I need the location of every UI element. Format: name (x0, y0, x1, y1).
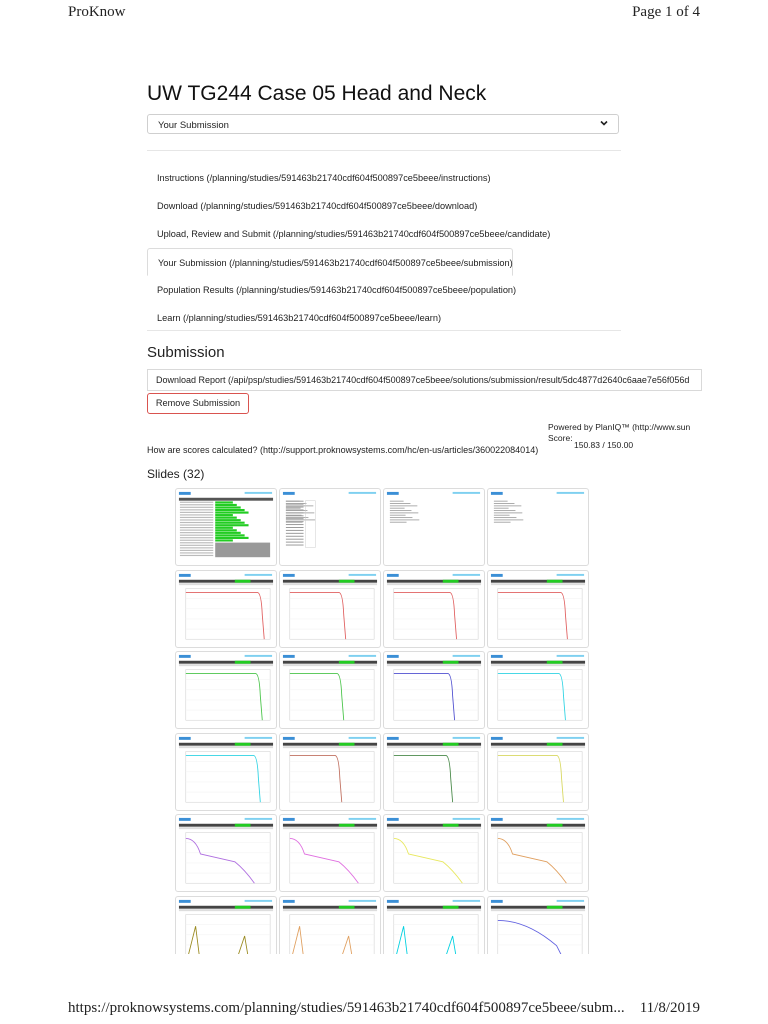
score-value: 150.83 / 150.00 (574, 440, 634, 450)
how-scores-calculated-link[interactable]: How are scores calculated? (http://support.proknowsystems.com/hc/en-us/articles/360022084014) (147, 445, 539, 455)
slide-preview-image (488, 815, 588, 891)
slide-thumbnail[interactable] (487, 488, 589, 566)
slide-preview-image (280, 489, 380, 565)
nav-divider-bottom (147, 330, 621, 331)
powered-by-link[interactable]: Powered by PlanIQ™ (http://www.sun (548, 422, 691, 432)
submission-heading: Submission (147, 344, 225, 361)
view-select-value: Your Submission (158, 120, 229, 131)
nav-item-population-results[interactable]: Population Results (/planning/studies/591463b21740cdf604f500897ce5beee/population) (157, 285, 517, 295)
slide-thumbnail[interactable] (487, 814, 589, 892)
nav-divider-top (147, 150, 621, 151)
slide-thumbnail[interactable] (279, 488, 381, 566)
slide-thumbnail[interactable] (175, 651, 277, 729)
print-footer-date: 11/8/2019 (639, 1000, 700, 1016)
slide-thumbnail[interactable] (175, 488, 277, 566)
slide-preview-image (176, 571, 276, 647)
study-nav (147, 164, 621, 332)
slide-preview-image (384, 489, 484, 565)
slide-thumbnail[interactable] (383, 651, 485, 729)
slide-thumbnail[interactable] (175, 733, 277, 811)
slide-preview-image (488, 734, 588, 810)
slide-thumbnail[interactable] (383, 570, 485, 648)
nav-item-download[interactable]: Download (/planning/studies/591463b21740cdf604f500897ce5beee/download) (157, 201, 478, 211)
slide-preview-image (384, 734, 484, 810)
slide-preview-image (176, 815, 276, 891)
slide-preview-image (384, 652, 484, 728)
slide-preview-image (384, 897, 484, 955)
remove-submission-button[interactable]: Remove Submission (147, 393, 249, 414)
slide-thumbnail[interactable] (279, 896, 381, 955)
print-header-page: Page 1 of 4 (632, 4, 700, 20)
slide-thumbnail[interactable] (487, 733, 589, 811)
slide-preview-image (488, 897, 588, 955)
slide-preview-image (280, 571, 380, 647)
slides-grid (175, 488, 593, 954)
slide-thumbnail[interactable] (383, 733, 485, 811)
slide-thumbnail[interactable] (175, 570, 277, 648)
slides-label: Slides (32) (147, 467, 205, 481)
slide-thumbnail[interactable] (175, 814, 277, 892)
slide-preview-image (384, 815, 484, 891)
slide-preview-image (176, 489, 276, 565)
print-header (0, 4, 768, 24)
nav-item-your-submission[interactable]: Your Submission (/planning/studies/591463b21740cdf604f500897ce5beee/submission) (147, 248, 513, 276)
slide-preview-image (280, 815, 380, 891)
print-header-left: ProKnow (68, 4, 126, 20)
slide-preview-image (280, 652, 380, 728)
slide-preview-image (488, 652, 588, 728)
main-content (147, 82, 747, 481)
print-footer (0, 1000, 768, 1020)
nav-item-upload-review-submit[interactable]: Upload, Review and Submit (/planning/studies/591463b21740cdf604f500897ce5beee/candidate) (157, 229, 551, 239)
nav-item-instructions[interactable]: Instructions (/planning/studies/591463b21740cdf604f500897ce5beee/instructions) (157, 173, 491, 183)
slide-thumbnail[interactable] (383, 814, 485, 892)
slide-preview-image (488, 571, 588, 647)
page-title: UW TG244 Case 05 Head and Neck (147, 82, 487, 105)
slide-thumbnail[interactable] (279, 651, 381, 729)
slide-preview-image (488, 489, 588, 565)
slide-thumbnail[interactable] (487, 896, 589, 955)
slide-thumbnail[interactable] (279, 570, 381, 648)
slide-preview-image (280, 897, 380, 955)
download-report-link[interactable]: Download Report (/api/psp/studies/591463b21740cdf604f500897ce5beee/solutions/submission/result/5dc4877d2640c6aae7e56f056d (147, 369, 702, 391)
slide-thumbnail[interactable] (175, 896, 277, 955)
score-label: Score: (548, 433, 573, 443)
view-select[interactable] (147, 114, 619, 134)
slide-preview-image (176, 734, 276, 810)
slide-thumbnail[interactable] (487, 570, 589, 648)
print-footer-url: https://proknowsystems.com/planning/studies/591463b21740cdf604f500897ce5beee/subm... (68, 1000, 625, 1016)
slide-thumbnail[interactable] (279, 814, 381, 892)
slide-thumbnail[interactable] (279, 733, 381, 811)
slide-preview-image (176, 897, 276, 955)
slide-preview-image (280, 734, 380, 810)
slide-thumbnail[interactable] (383, 488, 485, 566)
slide-preview-image (176, 652, 276, 728)
slide-preview-image (384, 571, 484, 647)
slide-thumbnail[interactable] (487, 651, 589, 729)
chevron-down-icon (599, 118, 609, 131)
nav-item-learn[interactable]: Learn (/planning/studies/591463b21740cdf604f500897ce5beee/learn) (157, 313, 442, 323)
slide-thumbnail[interactable] (383, 896, 485, 955)
